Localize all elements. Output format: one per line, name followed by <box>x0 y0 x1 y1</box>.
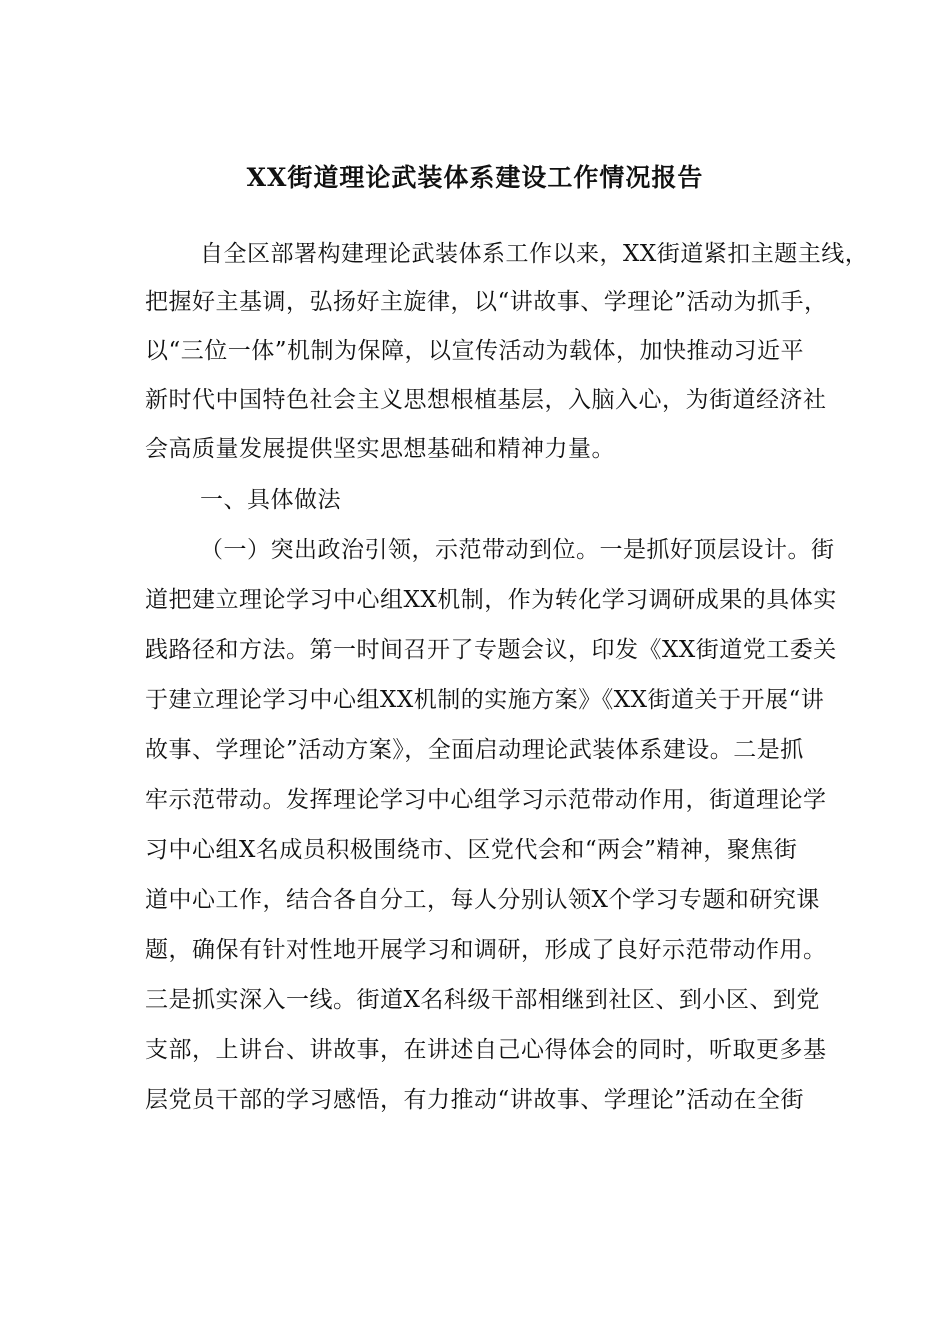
paragraph-line: 道中心工作，结合各自分工，每人分别认领X个学习专题和研究课 <box>145 887 820 913</box>
paragraph-line: 题，确保有针对性地开展学习和调研，形成了良好示范带动作用。 <box>145 937 827 963</box>
paragraph-line: 故事、学理论”活动方案》，全面启动理论武装体系建设。二是抓 <box>145 737 804 763</box>
paragraph-line: 牢示范带动。发挥理论学习中心组学习示范带动作用，街道理论学 <box>145 787 827 813</box>
paragraph-line: 层党员干部的学习感悟，有力推动“讲故事、学理论”活动在全街 <box>145 1087 805 1113</box>
paragraph-line: 会高质量发展提供坚实思想基础和精神力量。 <box>145 436 615 462</box>
paragraph-line: 三是抓实深入一线。街道X名科级干部相继到社区、到小区、到党 <box>145 987 820 1013</box>
paragraph-line: 新时代中国特色社会主义思想根植基层，入脑入心，为街道经济社 <box>145 387 827 413</box>
document-title: XX街道理论武装体系建设工作情况报告 <box>246 163 704 192</box>
paragraph-line: 于建立理论学习中心组XX机制的实施方案》《XX街道关于开展“讲 <box>145 687 825 713</box>
paragraph-line: 自全区部署构建理论武装体系工作以来，XX街道紧扣主题主线， <box>200 241 869 267</box>
paragraph-line: 支部，上讲台、讲故事，在讲述自己心得体会的同时，听取更多基 <box>145 1037 827 1063</box>
paragraph-line: 以“三位一体”机制为保障，以宣传活动为载体，加快推动习近平 <box>145 338 805 364</box>
section-heading: 一、具体做法 <box>200 487 341 513</box>
paragraph-line: 把握好主基调，弘扬好主旋律，以“讲故事、学理论”活动为抓手， <box>145 289 828 315</box>
paragraph-line: （一）突出政治引领，示范带动到位。一是抓好顶层设计。街 <box>200 537 835 563</box>
paragraph-line: 道把建立理论学习中心组XX机制，作为转化学习调研成果的具体实 <box>145 587 837 613</box>
paragraph-line: 习中心组X名成员积极围绕市、区党代会和“两会”精神，聚焦街 <box>145 837 798 863</box>
paragraph-line: 践路径和方法。第一时间召开了专题会议，印发《XX街道党工委关 <box>145 637 837 663</box>
